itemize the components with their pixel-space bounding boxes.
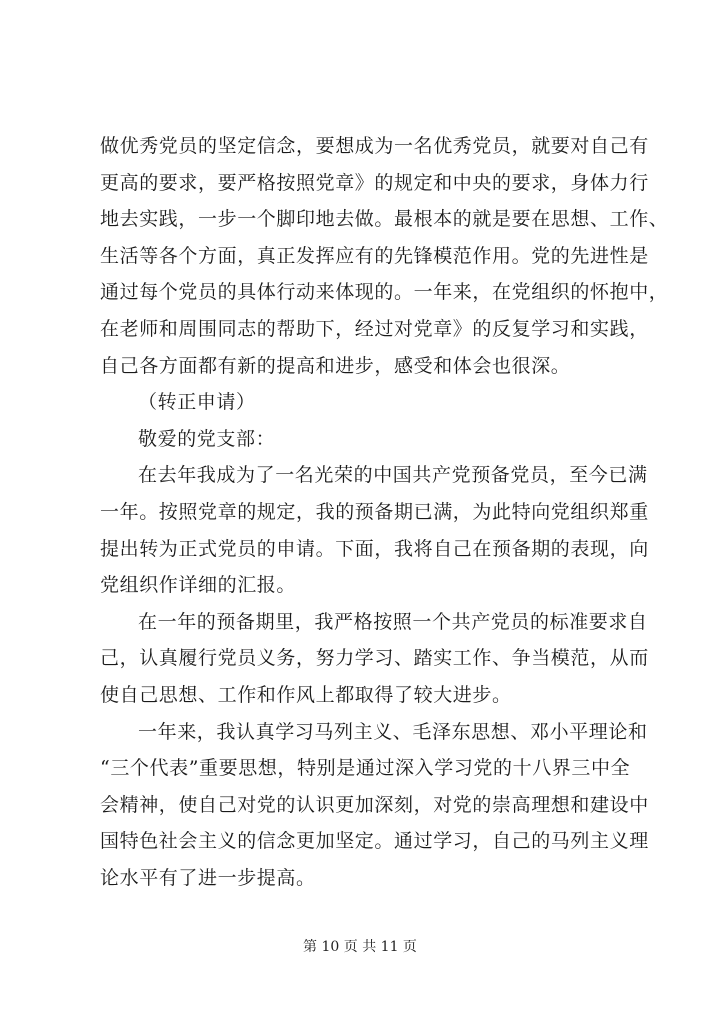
text-line: 生活等各个方面，真正发挥应有的先锋模范作用。党的先进性是 (100, 244, 649, 267)
salutation: 敬爱的党支部： (138, 427, 276, 450)
text-line: 己，认真履行党员义务，努力学习、踏实工作、争当模范，从而 (100, 647, 649, 670)
text-line: 在去年我成为了一名光荣的中国共产党预备党员，至今已满 (138, 464, 648, 487)
text-line: 通过每个党员的具体行动来体现的。一年来，在党组织的怀抱中， (100, 281, 669, 304)
section-heading: （转正申请） (138, 391, 256, 414)
text-line: 党组织作详细的汇报。 (100, 574, 297, 597)
text-line: 一年。按照党章的规定，我的预备期已满，为此特向党组织郑重 (100, 500, 649, 523)
text-line: 论水平有了进一步提高。 (100, 866, 316, 889)
text-line: 在老师和周围同志的帮助下，经过对党章》的反复学习和实践， (100, 317, 649, 340)
text-line: 一年来，我认真学习马列主义、毛泽东思想、邓小平理论和 (138, 720, 648, 743)
document-body (100, 128, 669, 896)
page-number: 第 10 页 共 11 页 (303, 939, 417, 955)
text-line: 使自己思想、工作和作风上都取得了较大进步。 (100, 683, 512, 706)
text-line: 会精神，使自己对党的认识更加深刻，对党的崇高理想和建设中 (100, 793, 649, 816)
text-line: 提出转为正式党员的申请。下面，我将自己在预备期的表现，向 (100, 537, 649, 560)
text-line: 地去实践，一步一个脚印地去做。最根本的就是要在思想、工作、 (100, 208, 669, 231)
text-line: 更高的要求，要严格按照党章》的规定和中央的要求，身体力行 (100, 171, 649, 194)
text-line: 自己各方面都有新的提高和进步，感受和体会也很深。 (100, 354, 571, 377)
text-line: 国特色社会主义的信念更加坚定。通过学习，自己的马列主义理 (100, 830, 649, 853)
text-line: 做优秀党员的坚定信念，要想成为一名优秀党员，就要对自己有 (100, 135, 649, 157)
text-line: 在一年的预备期里，我严格按照一个共产党员的标准要求自 (138, 610, 648, 633)
text-line: “三个代表”重要思想，特别是通过深入学习党的十八界三中全 (100, 757, 631, 780)
